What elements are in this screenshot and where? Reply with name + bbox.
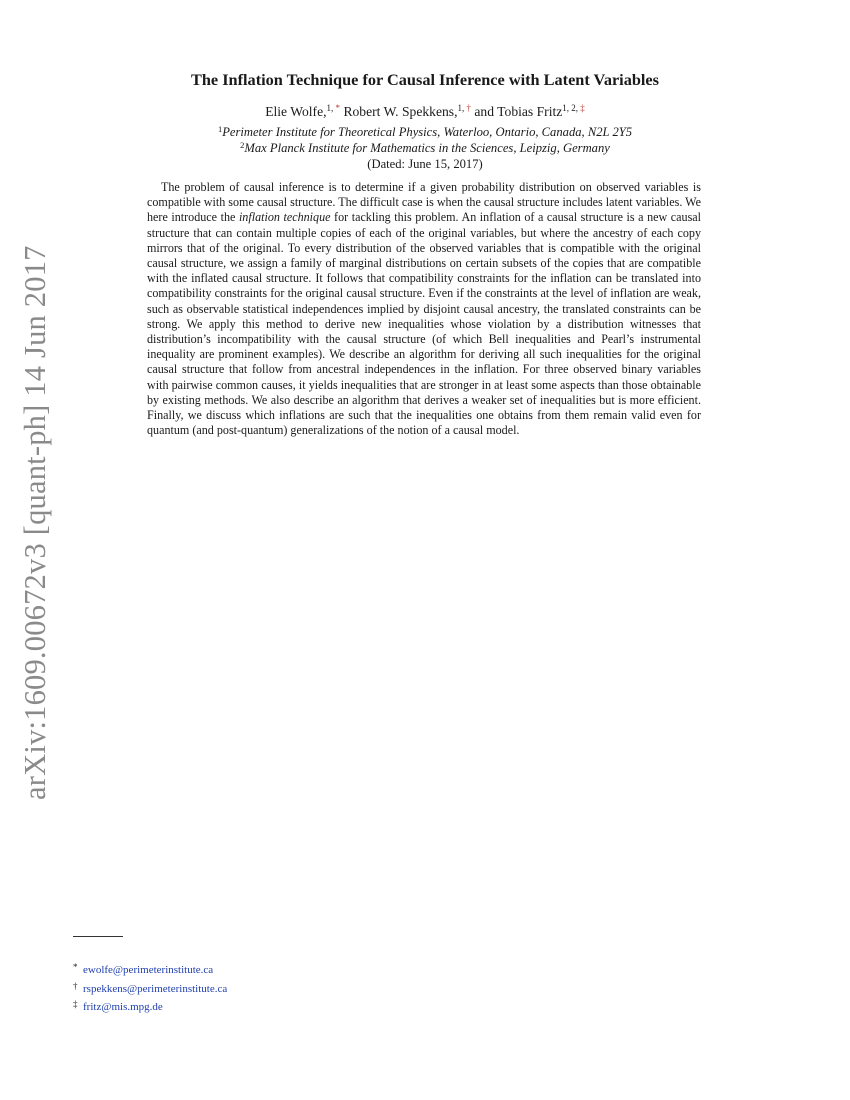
arxiv-identifier-text: arXiv:1609.00672v3 [quant-ph] 14 Jun 2017 xyxy=(18,245,52,800)
footnote-link[interactable]: ‡ xyxy=(578,103,585,113)
footnote-divider xyxy=(73,936,123,937)
email-link[interactable]: rspekkens@perimeterinstitute.ca xyxy=(83,982,228,995)
paper-title: The Inflation Technique for Causal Inference with Latent Variables xyxy=(191,70,659,89)
footnote-link[interactable]: * xyxy=(333,103,341,113)
author-list: Elie Wolfe,$^{1, *}$ Robert W. Spekkens,$^{1, \dagger}$ and Tobias Fritz$^{1, 2, \ddagger}$ xyxy=(265,103,585,119)
footnote-link[interactable]: † xyxy=(464,103,471,113)
affiliation-line xyxy=(0,125,850,140)
abstract-text: for tackling this problem. An inflation of a causal structure is a new causal structure that can contain multiple copies of each of the original variables, but where the ancestry of each copy mirrors that of the original. To every distribution of the observed variables that is compatible with the original causal structure, we assign a family of marginal distributions on certain subsets of the copies that are compatible with the inflated causal structure. It follows that compatibility constraints for the inflation can be translated into compatibility constraints for the original causal structure. Even if the constraints at the level of inflation are weak, such as observable statistical independences implied by disjoint causal ancestry, the translated constraints can be strong. We apply this method to derive new inequalities whose violation by a distribution witnesses that distribution’s incompatibility with the causal structure (of which Bell inequalities and Pearl’s instrumental inequality are prominent examples). We describe an algorithm for deriving all such inequalities for the original causal structure that follow from ancestral independences in the inflation. For three observed binary variables with pairwise common causes, it yields inequalities that are stronger in at least some aspects than those obtainable by existing methods. We also describe an algorithm that derives a weaker set of inequalities but is more efficient. Finally, we discuss which inflations are such that the inequalities one obtains from them remain valid even for quantum (and post-quantum) generalizations of the notion of a causal model. xyxy=(147,210,702,438)
author-name: Robert W. Spekkens, xyxy=(343,104,458,119)
footnote-mark: † xyxy=(73,980,78,991)
affiliation-number: 2 xyxy=(240,140,245,150)
author-name: Tobias Fritz xyxy=(497,104,563,119)
footnote-mark: ‡ xyxy=(73,999,78,1009)
author-name: Elie Wolfe, xyxy=(265,104,327,119)
abstract-emphasis: inflation technique xyxy=(238,210,331,225)
affiliation-line xyxy=(0,141,850,156)
date-line: (Dated: June 15, 2017) xyxy=(367,157,483,171)
author-affiliation-marker: 1, 2, ‡ xyxy=(562,103,585,113)
email-link[interactable]: fritz@mis.mpg.de xyxy=(83,1001,163,1013)
affiliation-text: Perimeter Institute for Theoretical Physics, Waterloo, Ontario, Canada, N2L 2Y5 xyxy=(222,125,633,139)
footnote xyxy=(73,997,227,1016)
footnotes xyxy=(73,960,227,1016)
footnote-mark: * xyxy=(73,962,78,972)
affiliation-number: 1 xyxy=(217,124,223,134)
footnote xyxy=(73,979,227,998)
email-link[interactable]: ewolfe@perimeterinstitute.ca xyxy=(83,964,214,976)
author-affiliation-marker: 1, * xyxy=(326,103,341,113)
author-affiliation-marker: 1, † xyxy=(457,103,471,113)
abstract xyxy=(147,180,701,438)
footnote xyxy=(73,960,227,979)
affiliation-text: Max Planck Institute for Mathematics in the Sciences, Leipzig, Germany xyxy=(244,141,610,155)
abstract-text: The problem of causal inference is to determine if a given probability distribution on observed variables is compatible with some causal structure. The difficult case is when the causal structure includes latent variables. We here introduce the xyxy=(147,180,701,225)
